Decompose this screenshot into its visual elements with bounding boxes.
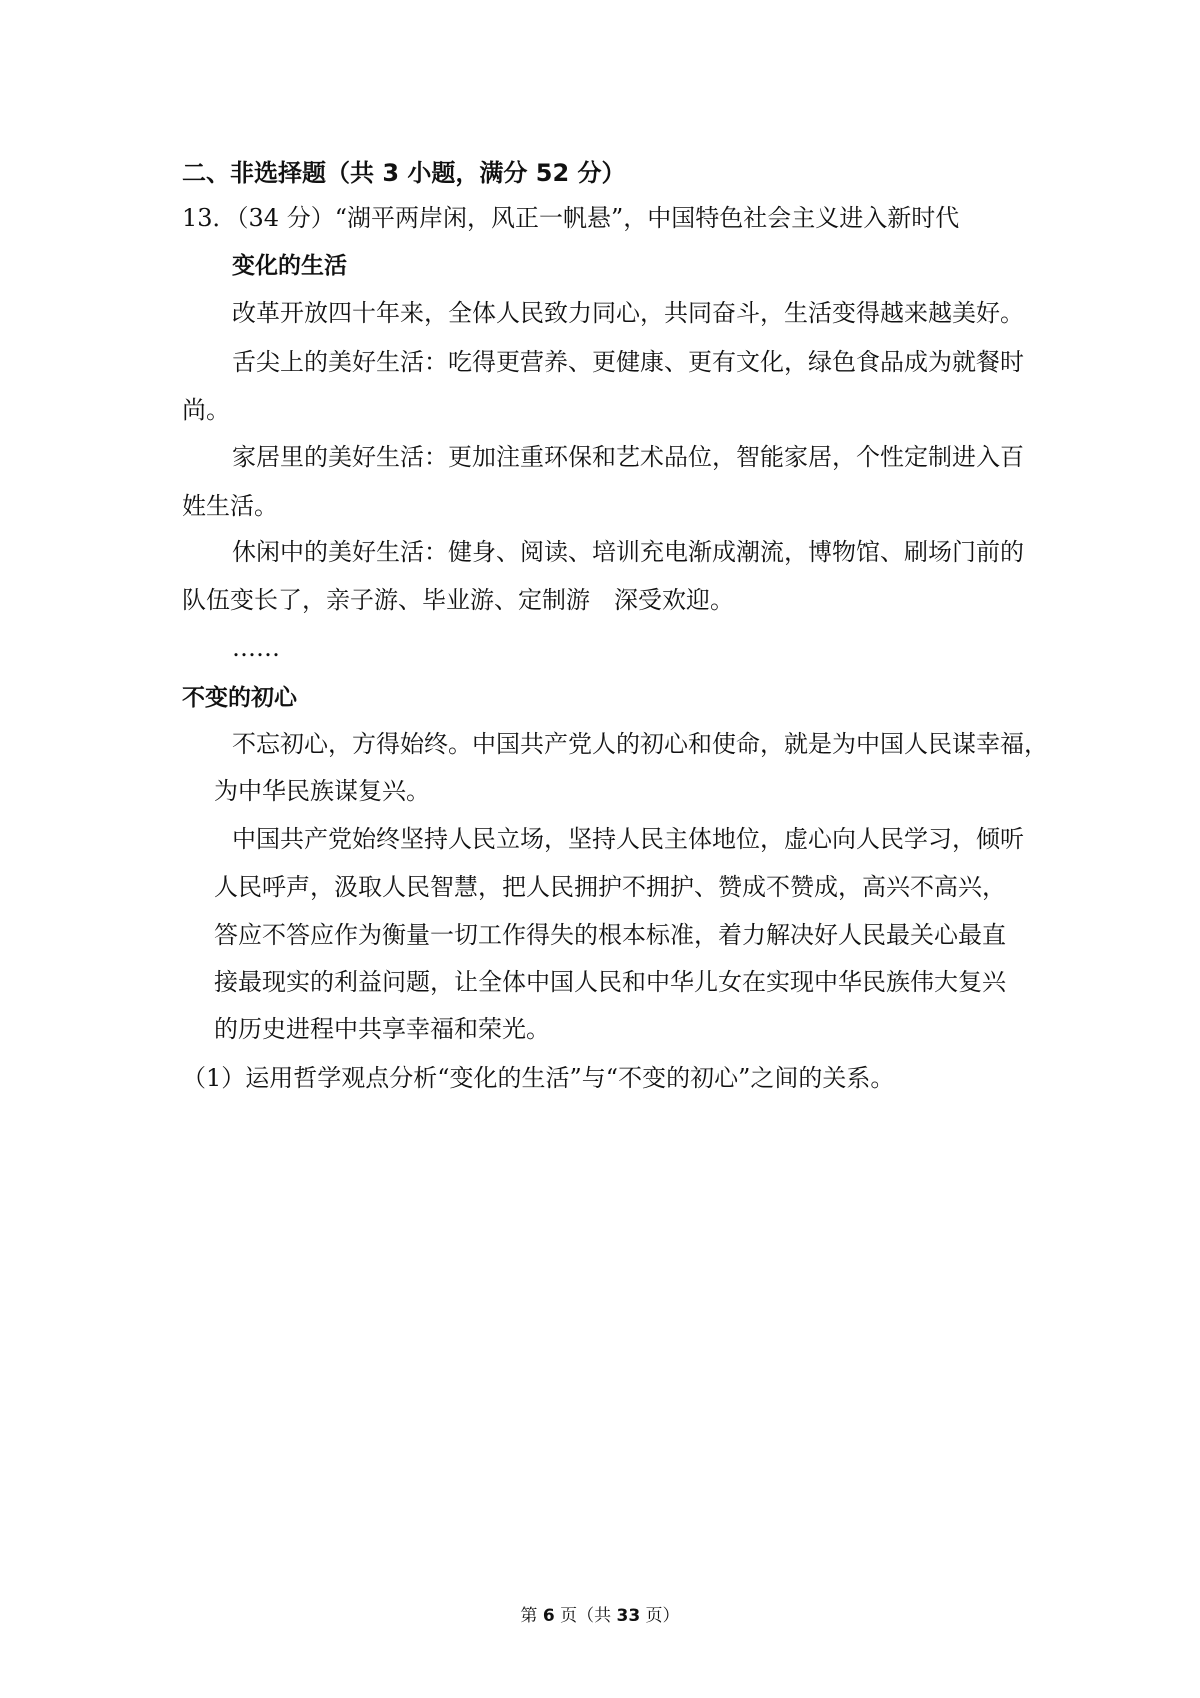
material-line: 舌尖上的美好生活：吃得更营养、更健康、更有文化，绿色食品成为就餐时 xyxy=(232,348,1024,376)
sub-question-1: （1）运用哲学观点分析“变化的生活”与“不变的初心”之间的关系。 xyxy=(182,1064,895,1092)
material-line: 答应不答应作为衡量一切工作得失的根本标准，着力解决好人民最关心最直 xyxy=(214,921,1006,949)
footer-total-pages: 33 xyxy=(616,1606,641,1626)
question-stem: 13．（34 分）“湖平两岸闲，风正一帆悬”，中国特色社会主义进入新时代 xyxy=(182,204,960,232)
material-line: 休闲中的美好生活：健身、阅读、培训充电渐成潮流，博物馆、刷场门前的 xyxy=(232,538,1024,566)
material-heading-changing-life: 变化的生活 xyxy=(232,253,347,279)
footer-middle: 页（共 xyxy=(554,1606,617,1626)
footer-prefix: 第 xyxy=(520,1606,543,1626)
material-line: 改革开放四十年来，全体人民致力同心，共同奋斗，生活变得越来越美好。 xyxy=(232,299,1024,327)
material-line: 不忘初心，方得始终。中国共产党人的初心和使命，就是为中国人民谋幸福， xyxy=(232,730,1048,758)
material-line: 的历史进程中共享幸福和荣光。 xyxy=(214,1015,550,1043)
material-heading-original-aspiration: 不变的初心 xyxy=(182,685,297,711)
material-ellipsis: …… xyxy=(232,634,280,662)
footer-page-number: 6 xyxy=(542,1606,555,1626)
material-line: 队伍变长了，亲子游、毕业游、定制游 深受欢迎。 xyxy=(182,586,734,614)
footer-suffix: 页） xyxy=(640,1606,680,1626)
material-line: 中国共产党始终坚持人民立场，坚持人民主体地位，虚心向人民学习，倾听 xyxy=(232,825,1024,853)
page-footer xyxy=(0,1605,1200,1627)
section-title: 二、非选择题（共 3 小题，满分 52 分） xyxy=(182,159,626,187)
material-line: 人民呼声，汲取人民智慧，把人民拥护不拥护、赞成不赞成，高兴不高兴， xyxy=(214,873,1006,901)
material-line: 尚。 xyxy=(182,396,230,424)
material-line: 家居里的美好生活：更加注重环保和艺术品位，智能家居，个性定制进入百 xyxy=(232,443,1024,471)
material-line: 姓生活。 xyxy=(182,492,278,520)
material-line: 接最现实的利益问题，让全体中国人民和中华儿女在实现中华民族伟大复兴 xyxy=(214,968,1006,996)
material-line: 为中华民族谋复兴。 xyxy=(214,777,430,805)
